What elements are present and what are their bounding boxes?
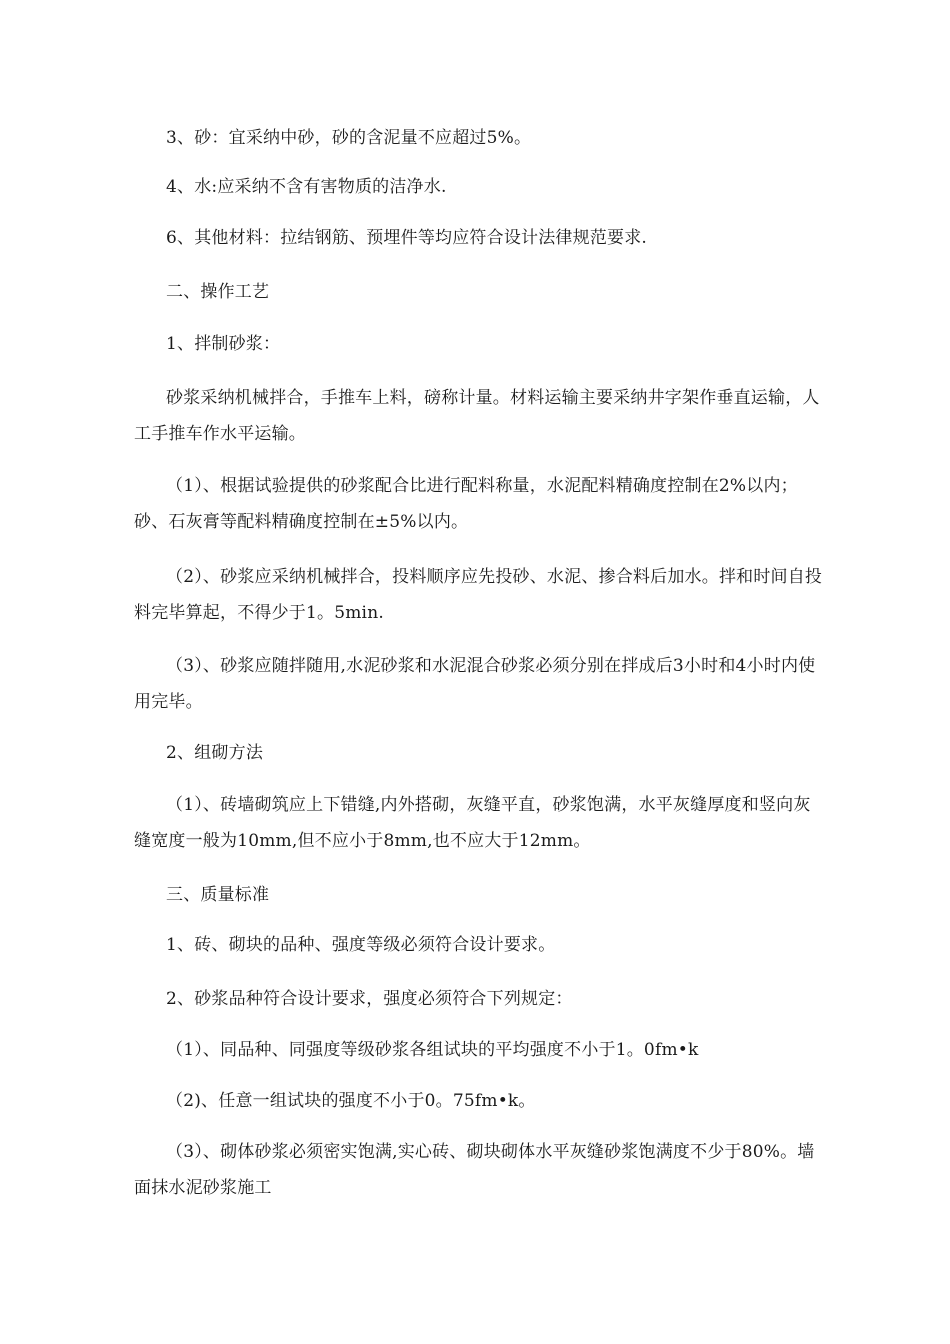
paragraph-single-specimen: （2)、任意一组试块的强度不小于0。75fm•k。 — [166, 1091, 536, 1111]
paragraph-feeding-order: （2）、砂浆应采纳机械拌合，投料顺序应先投砂、水泥、掺合料后加水。拌和时间自投料完毕算起，不得少于1。5min. — [134, 567, 823, 623]
paragraph-mix-ratio: （1）、根据试验提供的砂浆配合比进行配料称量，水泥配料精确度控制在2%以内；砂、石灰膏等配料精确度控制在±5%以内。 — [134, 476, 798, 532]
section-heading-quality: 三、质量标准 — [166, 885, 270, 905]
paragraph-mortar-fullness: （3）、砌体砂浆必须密实饱满,实心砖、砌块砌体水平灰缝砂浆饱满度不少于80%。墙面抹水泥砂浆施工 — [134, 1142, 815, 1198]
paragraph-bond-joints: （1）、砖墙砌筑应上下错缝,内外搭砌，灰缝平直，砂浆饱满，水平灰缝厚度和竖向灰缝宽度一般为10mm,但不应小于8mm,也不应大于12mm。 — [134, 795, 811, 851]
paragraph-usage-time: （3）、砂浆应随拌随用,水泥砂浆和水泥混合砂浆必须分别在拌成后3小时和4小时内使用完毕。 — [134, 656, 816, 712]
paragraph-average-strength: （1）、同品种、同强度等级砂浆各组试块的平均强度不小于1。0fm•k — [166, 1040, 699, 1060]
section-heading-operation: 二、操作工艺 — [166, 282, 270, 302]
paragraph-mortar-strength: 2、砂浆品种符合设计要求，强度必须符合下列规定： — [166, 989, 573, 1009]
subheading-mixing-mortar: 1、拌制砂浆： — [166, 334, 281, 354]
paragraph-other-materials: 6、其他材料：拉结钢筋、预埋件等均应符合设计法律规范要求. — [166, 228, 648, 248]
paragraph-brick-grade: 1、砖、砌块的品种、强度等级必须符合设计要求。 — [166, 935, 556, 955]
paragraph-sand: 3、砂：宜采纳中砂，砂的含泥量不应超过5%。 — [166, 128, 532, 148]
paragraph-mortar-mixing: 砂浆采纳机械拌合，手推车上料，磅称计量。材料运输主要采纳井字架作垂直运输，人工手推车作水平运输。 — [134, 388, 820, 444]
paragraph-water: 4、水:应采纳不含有害物质的洁净水. — [166, 177, 447, 197]
subheading-masonry-method: 2、组砌方法 — [166, 743, 264, 763]
